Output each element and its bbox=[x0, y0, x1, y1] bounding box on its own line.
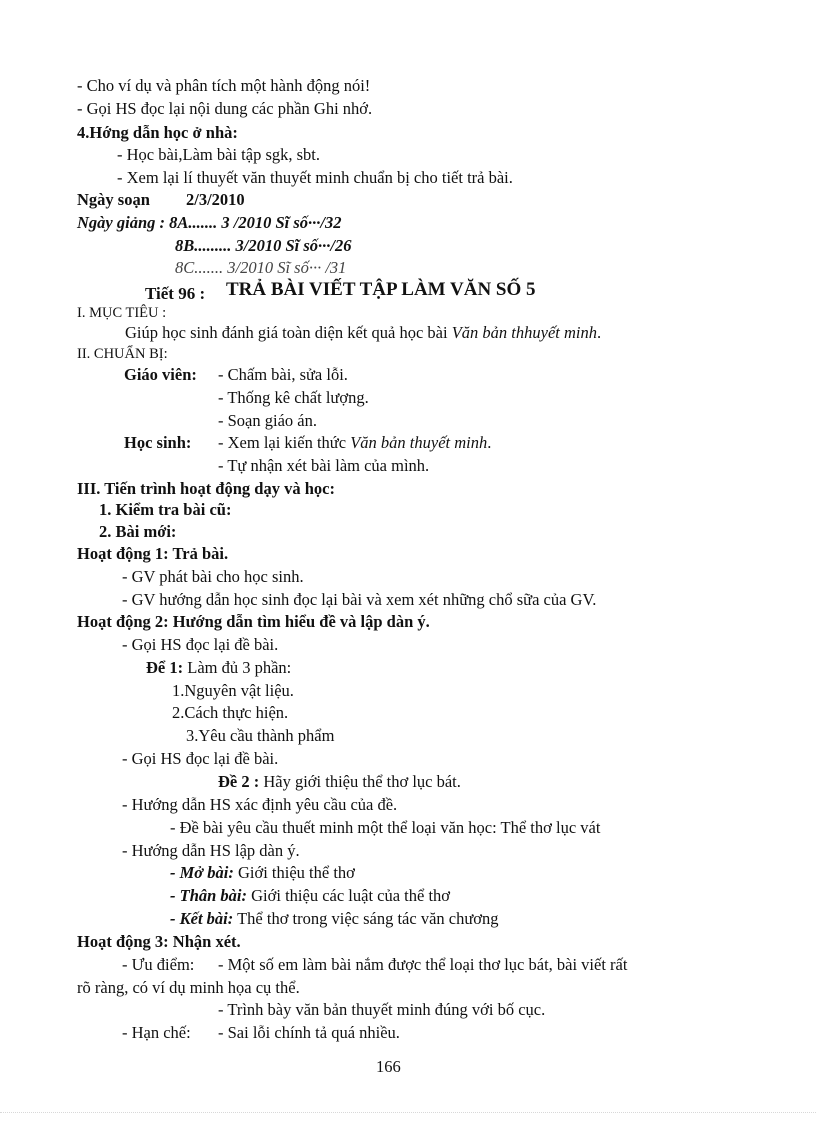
topic-label: Để 1: bbox=[146, 658, 184, 677]
text-line: - Hướng dẫn HS xác định yêu cầu của đề. bbox=[122, 795, 398, 814]
text-span: . bbox=[487, 433, 492, 452]
text-span: Giới thiệu các luật của thể thơ bbox=[251, 886, 451, 905]
text-line: - Gọi HS đọc lại đề bài. bbox=[122, 635, 279, 654]
text-line: - Cho ví dụ và phân tích một hành động nói! bbox=[77, 76, 371, 95]
italic-span: Văn bản thuyết minh bbox=[350, 433, 488, 452]
text-line: - GV hướng dẫn học sinh đọc lại bài và xem xét những chổ sữa của GV. bbox=[122, 590, 597, 609]
text-line bbox=[218, 433, 491, 453]
topic-label: Đề 2 : bbox=[218, 772, 260, 791]
text-span: Thể thơ trong việc sáng tác văn chương bbox=[237, 909, 499, 928]
text-line: - Gọi HS đọc lại nội dung các phần Ghi nhớ. bbox=[77, 99, 373, 118]
text-line: - Sai lỗi chính tả quá nhiều. bbox=[218, 1023, 400, 1042]
text-line: - Xem lại lí thuyết văn thuyết minh chuẩn bị cho tiết trả bài. bbox=[117, 168, 513, 187]
text-line bbox=[218, 772, 461, 792]
text-span: Giới thiệu thể thơ bbox=[237, 863, 355, 882]
text-line bbox=[170, 886, 450, 906]
lesson-number: Tiết 96 : bbox=[145, 284, 206, 303]
text-line: - Hạn chế: bbox=[122, 1023, 191, 1042]
text-line: - Trình bày văn bản thuyết minh đúng với bố cục. bbox=[218, 1000, 546, 1019]
text-line: - Soạn giáo án. bbox=[218, 411, 317, 430]
student-label: Học sinh: bbox=[124, 433, 192, 452]
teaching-date-line: Ngày giảng : 8A....... 3 /2010 Sĩ số···/32 bbox=[77, 213, 342, 232]
section-heading: 4.Hớng dẫn học ở nhà: bbox=[77, 123, 238, 142]
text-line bbox=[170, 863, 355, 883]
outline-label: - Kết bài: bbox=[170, 909, 234, 928]
text-line: - Học bài,Làm bài tập sgk, sbt. bbox=[117, 145, 320, 164]
page-number: 166 bbox=[376, 1057, 401, 1076]
date-label: Ngày soạn bbox=[77, 190, 150, 209]
text-span: Hãy giới thiệu thể thơ lục bát. bbox=[263, 772, 461, 791]
text-line: 2.Cách thực hiện. bbox=[172, 703, 289, 722]
text-line: - GV phát bài cho học sinh. bbox=[122, 567, 304, 586]
teaching-date-line: 8B......... 3/2010 Sĩ số···/26 bbox=[175, 236, 352, 255]
text-line: rõ ràng, có ví dụ minh họa cụ thể. bbox=[77, 978, 300, 997]
teacher-label: Giáo viên: bbox=[124, 365, 197, 384]
bottom-dotted-rule bbox=[0, 1112, 816, 1113]
text-line: - Hướng dẫn HS lập dàn ý. bbox=[122, 841, 300, 860]
text-line bbox=[125, 323, 601, 343]
teaching-date-line: 8C....... 3/2010 Sĩ số··· /31 bbox=[175, 258, 347, 277]
outline-label: - Thân bài: bbox=[170, 886, 248, 905]
text-line: - Một số em làm bài nắm được thể loại thơ lục bát, bài viết rất bbox=[218, 955, 628, 974]
section-heading: I. MỤC TIÊU : bbox=[77, 305, 167, 321]
section-heading: III. Tiến trình hoạt động dạy và học: bbox=[77, 479, 335, 498]
text-line bbox=[170, 909, 499, 929]
subsection-heading: 1. Kiểm tra bài cũ: bbox=[99, 500, 232, 519]
activity-heading: Hoạt động 2: Hướng dẫn tìm hiểu đề và lập dàn ý. bbox=[77, 612, 430, 631]
text-line: 1.Nguyên vật liệu. bbox=[172, 681, 294, 700]
text-line: - Ưu điểm: bbox=[122, 955, 195, 974]
date-value: 2/3/2010 bbox=[186, 190, 245, 209]
text-line: - Thống kê chất lượng. bbox=[218, 388, 369, 407]
activity-heading: Hoạt động 1: Trả bài. bbox=[77, 544, 229, 563]
text-line: - Tự nhận xét bài làm của mình. bbox=[218, 456, 430, 475]
outline-label: - Mở bài: bbox=[170, 863, 234, 882]
italic-span: Văn bản thhuyết minh bbox=[451, 323, 597, 342]
activity-heading: Hoạt động 3: Nhận xét. bbox=[77, 932, 241, 951]
text-span: . bbox=[597, 323, 602, 342]
text-line: - Chấm bài, sửa lỗi. bbox=[218, 365, 348, 384]
section-heading: II. CHUẨN BỊ: bbox=[77, 346, 168, 362]
text-span: Làm đủ 3 phần: bbox=[187, 658, 292, 677]
subsection-heading: 2. Bài mới: bbox=[99, 522, 177, 541]
text-span: - Xem lại kiến thức bbox=[218, 433, 347, 452]
text-line: - Đề bài yêu cầu thuết minh một thể loại văn học: Thể thơ lục vát bbox=[170, 818, 601, 837]
text-line: - Gọi HS đọc lại đề bài. bbox=[122, 749, 279, 768]
page-title: TRẢ BÀI VIẾT TẬP LÀM VĂN SỐ 5 bbox=[226, 279, 536, 300]
text-line bbox=[146, 658, 291, 678]
text-line: 3.Yêu cầu thành phẩm bbox=[186, 726, 335, 745]
text-span: Giúp học sinh đánh giá toàn diện kết quả học bài bbox=[125, 323, 448, 342]
